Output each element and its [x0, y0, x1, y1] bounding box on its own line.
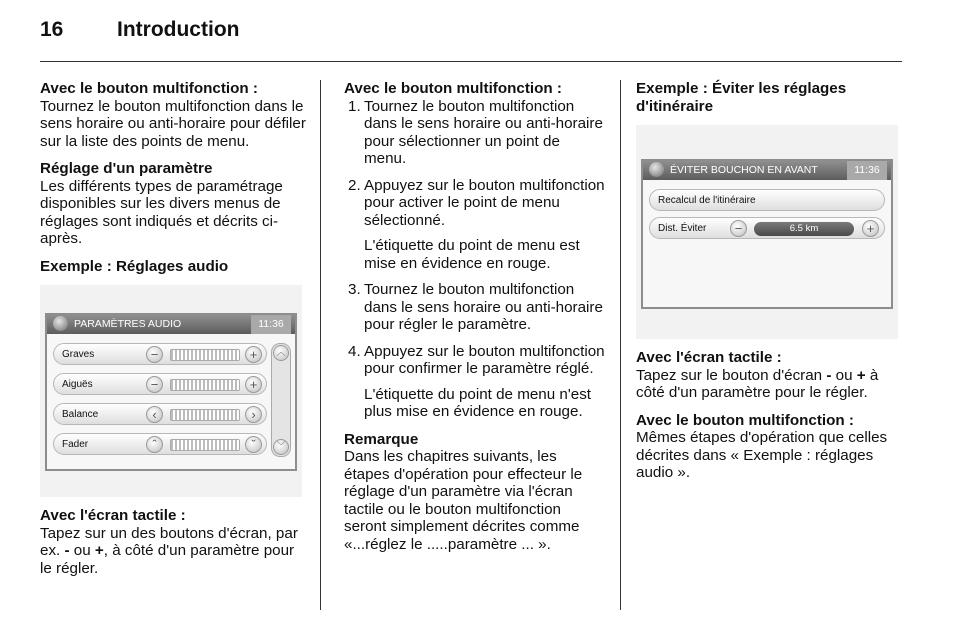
- paragraph-touch: [40, 507, 306, 577]
- minus-button[interactable]: −: [730, 220, 747, 237]
- paragraph-knob-route: [636, 412, 900, 482]
- left-arrow-button[interactable]: ‹: [146, 406, 163, 423]
- audio-row-label: Graves: [62, 349, 95, 360]
- audio-row-label: Aiguës: [62, 379, 93, 390]
- text-multifunction: Tournez le bouton multifonction dans le sens horaire ou anti-horaire pour défiler sur la liste des points de menu.: [40, 97, 306, 150]
- subheading-parameter: Réglage d'un paramètre: [40, 160, 213, 177]
- subheading-multifunction-steps: Avec le bouton multifonction :: [344, 80, 562, 97]
- level-bar: [170, 439, 240, 451]
- audio-settings-screen: [40, 285, 302, 497]
- paragraph-multifunction: [40, 80, 306, 150]
- column-1: [40, 80, 306, 587]
- step-item: [344, 177, 606, 273]
- column-3: [636, 80, 900, 492]
- audio-scrollbar[interactable]: [271, 343, 291, 457]
- subheading-touch: Avec l'écran tactile :: [40, 507, 186, 524]
- plus-button[interactable]: +: [245, 346, 262, 363]
- audio-screen-titlebar: [47, 315, 295, 334]
- step-text: Appuyez sur le bouton multifonction pour confirmer le paramètre réglé.: [364, 342, 605, 377]
- step-note: L'étiquette du point de menu n'est plus mise en évidence en rouge.: [364, 385, 592, 420]
- scroll-up-icon[interactable]: ︿: [273, 345, 289, 361]
- column-divider-2: [620, 80, 621, 610]
- route-avoid-screen: [636, 125, 898, 339]
- text-knob-route: Mêmes étapes d'opération que celles décrites dans « Exemple : réglages audio ».: [636, 429, 888, 481]
- example-route-heading: Exemple : Éviter les réglages d'itinéraire: [636, 80, 847, 115]
- text-parameter: Les différents types de paramétrage disponibles sur les divers menus de réglages sont indiqués et décrits ci-après.: [40, 177, 283, 247]
- column-divider-1: [320, 80, 321, 610]
- minus-button[interactable]: −: [146, 376, 163, 393]
- audio-screen-clock: 11:36: [251, 315, 291, 334]
- brand-logo-icon: [53, 316, 68, 331]
- text-touch-route-a: Tapez sur le bouton d'écran: [636, 366, 827, 384]
- audio-row-graves[interactable]: [53, 343, 267, 365]
- route-screen-titlebar: [643, 161, 891, 180]
- step-number: 2.: [348, 176, 361, 194]
- recalculate-route-row[interactable]: [649, 189, 885, 211]
- recalculate-route-label: Recalcul de l'itinéraire: [658, 195, 756, 206]
- step-note: L'étiquette du point de menu est mise en évidence en rouge.: [364, 237, 580, 272]
- step-number: 1.: [348, 97, 361, 115]
- audio-row-label: Fader: [62, 439, 89, 450]
- audio-row-balance[interactable]: [53, 403, 267, 425]
- text-remark: Dans les chapitres suivants, les étapes d'opération pour effecteur le réglage d'un paramètre via l'écran tactile ou le bouton multifonction seront simplement décrites comme «...réglez le .....paramètre ... ».: [344, 448, 583, 553]
- subheading-multifunction: Avec le bouton multifonction :: [40, 80, 258, 97]
- scroll-down-icon[interactable]: ﹀: [273, 439, 289, 455]
- route-screen-clock: 11:36: [847, 161, 887, 180]
- example-audio-heading: Exemple : Réglages audio: [40, 257, 229, 275]
- step-number: 3.: [348, 281, 361, 298]
- text-touch-route-b: à côté d'un paramètre pour le régler.: [636, 366, 879, 401]
- paragraph-parameter: [40, 160, 306, 248]
- column-2: [344, 80, 606, 563]
- level-bar: [170, 409, 240, 421]
- level-bar: [170, 349, 240, 361]
- page-number: 16: [40, 18, 64, 41]
- right-arrow-button[interactable]: ›: [245, 406, 262, 423]
- route-screen-title: ÉVITER BOUCHON EN AVANT: [670, 164, 818, 176]
- subheading-knob-route: Avec le bouton multifonction :: [636, 411, 854, 429]
- plus-button[interactable]: +: [862, 220, 879, 237]
- minus-button[interactable]: −: [146, 346, 163, 363]
- minus-symbol: -: [826, 366, 832, 384]
- steps-list: [344, 98, 606, 421]
- step-item: [344, 98, 606, 168]
- plus-symbol: +: [94, 542, 104, 559]
- route-screen-frame: [641, 159, 893, 309]
- distance-value: 6.5 km: [754, 222, 854, 236]
- audio-row-aigues[interactable]: [53, 373, 267, 395]
- audio-screen-frame: [45, 313, 297, 471]
- audio-row-label: Balance: [62, 409, 99, 420]
- avoid-distance-label: Dist. Éviter: [658, 223, 707, 234]
- subheading-remark: Remarque: [344, 430, 419, 448]
- step-item: [344, 281, 606, 334]
- text-touch-b: , à côté d'un paramètre pour le régler.: [40, 542, 295, 577]
- step-text: Tournez le bouton multifonction dans le sens horaire ou anti-horaire pour régler le paramètre.: [364, 281, 603, 333]
- step-text: Tournez le bouton multifonction dans le sens horaire ou anti-horaire pour sélectionner un point de menu.: [364, 97, 603, 167]
- text-touch-route-or: ou: [831, 366, 857, 384]
- chapter-title: Introduction: [117, 18, 240, 41]
- minus-symbol: -: [64, 542, 70, 559]
- text-touch-or: ou: [69, 542, 95, 559]
- step-text: Appuyez sur le bouton multifonction pour activer le point de menu sélectionné.: [364, 176, 605, 229]
- text-touch-a: Tapez sur un des boutons d'écran, par ex.: [40, 524, 298, 559]
- paragraph-touch-route: [636, 349, 900, 402]
- audio-screen-title: PARAMÈTRES AUDIO: [74, 318, 182, 330]
- step-item: [344, 343, 606, 421]
- paragraph-remark: [344, 431, 606, 554]
- avoid-distance-row[interactable]: [649, 217, 885, 239]
- audio-row-fader[interactable]: [53, 433, 267, 455]
- step-number: 4.: [348, 342, 361, 360]
- brand-logo-icon: [649, 162, 664, 177]
- header-rule: [40, 61, 902, 62]
- up-arrow-button[interactable]: ˆ: [146, 436, 163, 453]
- plus-button[interactable]: +: [245, 376, 262, 393]
- down-arrow-button[interactable]: ˇ: [245, 436, 262, 453]
- level-bar: [170, 379, 240, 391]
- plus-symbol: +: [856, 366, 866, 384]
- subheading-touch-route: Avec l'écran tactile :: [636, 349, 782, 366]
